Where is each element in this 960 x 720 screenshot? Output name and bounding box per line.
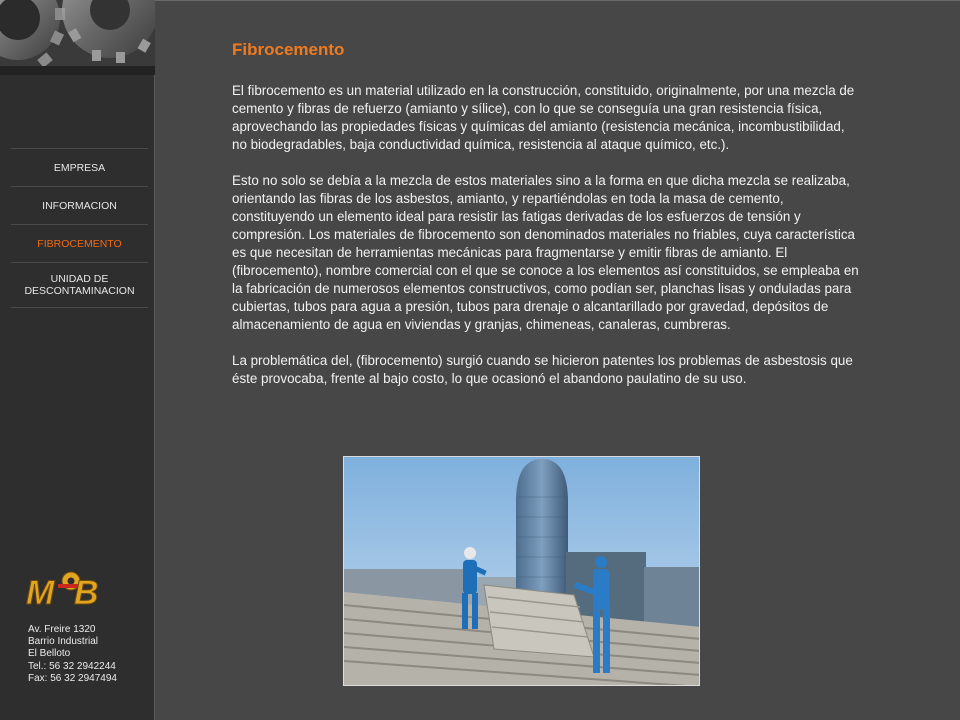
nav-item-fibrocemento[interactable]: FIBROCEMENTO <box>11 225 148 263</box>
svg-text:B: B <box>74 574 99 610</box>
address-city: El Belloto <box>28 648 71 660</box>
nav-item-empresa[interactable]: EMPRESA <box>11 149 148 187</box>
paragraph-details: Esto no solo se debía a la mezcla de estos materiales sino a la forma en que dicha mezcla se realizaba, orientando las fibras de los asbestos, amianto, y repartiéndolas en toda la masa de cemento, constituyendo un elemento ideal para resistir las fatigas derivadas de los esfuerzos de tensión y compresión. Los materiales de fibrocemento son denominados materiales no friables, cuya característica es que necesitan de herramientas mecánicas para fragmentarse y emitir fibras de amianto. El (fibrocemento), nombre comercial con el que se conoce a los elementos así constituidos, se empleaba en la fabricación de numerosos elementos constructivos, como podían ser, planchas lisas y onduladas para cubiertas, tubos para agua a presión, tubos para drenaje o alcantarillado por gravedad, depósitos de almacenamiento de agua en viviendas y granjas, chimeneas, canaleras, cumbreras. <box>232 173 859 332</box>
nav-item-unidad-descontaminacion[interactable]: UNIDAD DE DESCONTAMINACION <box>11 263 148 308</box>
gear-banner-image <box>0 0 155 75</box>
page-title: Fibrocemento <box>232 40 345 59</box>
svg-text:M: M <box>26 574 55 610</box>
address-street: Av. Freire 1320 <box>28 624 96 635</box>
main-content <box>232 40 862 406</box>
nav-item-informacion[interactable]: INFORMACION <box>11 187 148 225</box>
top-divider <box>155 0 960 1</box>
workers-roof-photo <box>343 456 700 686</box>
main-nav <box>11 148 148 308</box>
sidebar <box>0 0 155 720</box>
address-district: Barrio Industrial <box>28 636 99 648</box>
company-logo[interactable] <box>24 570 110 610</box>
address-fax: Fax: 56 32 2947494 <box>28 672 117 684</box>
contact-address <box>28 624 117 685</box>
address-phone: Tel.: 56 32 2942244 <box>28 660 116 672</box>
paragraph-problem: La problemática del, (fibrocemento) surgió cuando se hicieron patentes los problemas de asbestosis que éste provocaba, frente al bajo costo, lo que ocasionó el abandono paulatino de su uso. <box>232 353 853 386</box>
paragraph-intro: El fibrocemento es un material utilizado en la construcción, constituido, originalmente, por una mezcla de cemento y fibras de refuerzo (amianto y sílice), con lo que se conseguía una gran resistencia física, aprovechando las propiedades físicas y químicas del amianto (resistencia mecánica, incombustibilidad, no biodegradables, baja conductividad química, resistencia al ataque químico, etc.). <box>232 83 855 152</box>
